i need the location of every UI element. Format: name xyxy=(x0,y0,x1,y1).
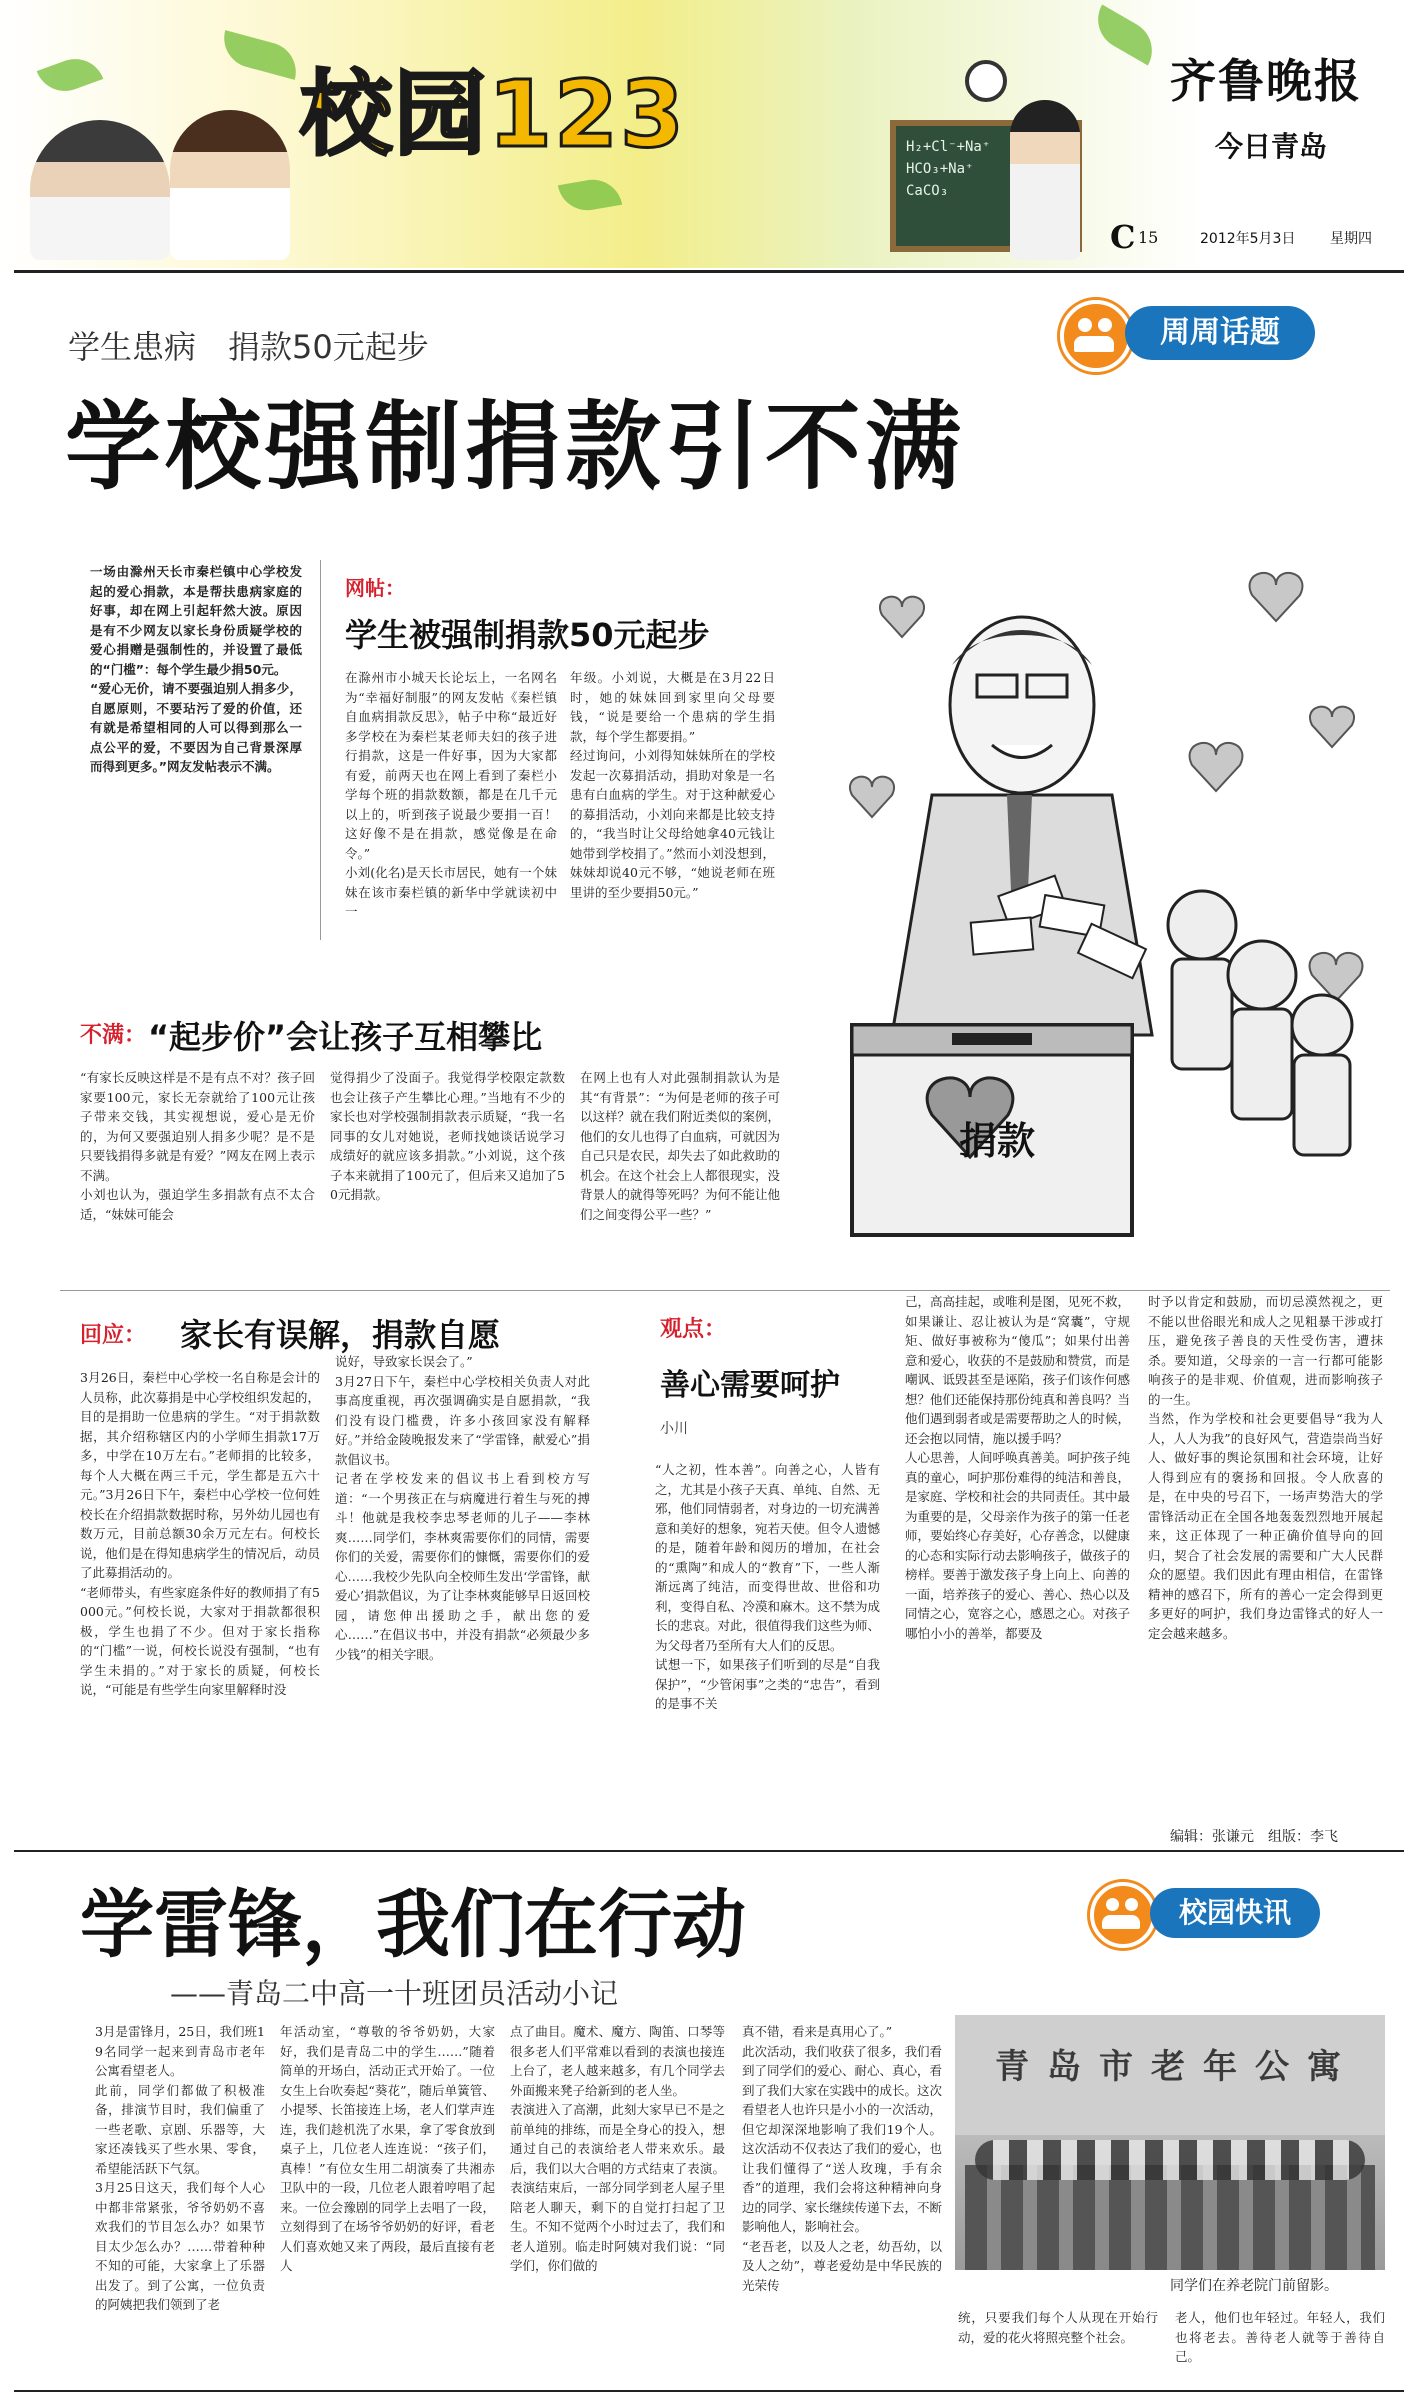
dissat-column-2: 觉得捐少了没面子。我觉得学校限定款数也会让孩子产生攀比心理。”当地有不少的家长也对学校强制捐款表示质疑，“我一名同事的女儿对她说，老师找她谈话说学习成绩好的就应该多捐款。”小刘说，这个孩子本来就捐了100元了，但后来又追加了50元捐款。 xyxy=(330,1070,565,1202)
story2-column-3: 点了曲目。魔术、魔方、陶笛、口琴等很多老人们平常难以看到的表演也接连上台了，老人越来越多，有几个同学去外面搬来凳子给新到的老人坐。 表演进入了高潮，此刻大家早已不是之前单纯的排练，而是全身心的投入，想通过自己的表演给老人带来欢乐。最后，我们以大合唱的方式结束了表演。表演结束后，一部分同学到老人屋子里陪老人聊天，剩下的自觉打扫起了卫生。不知不觉两个小时过去了，我们和老人道别。临走时阿姨对我们说：“同学们，你们做的 xyxy=(510,2024,725,2273)
web-post-title: 学生被强制捐款50元起步 xyxy=(345,616,710,654)
news-badge: 校园快讯 xyxy=(1150,1888,1320,1938)
photo-caption: 同学们在养老院门前留影。 xyxy=(1170,2278,1338,2294)
frame-top-rule xyxy=(14,270,1404,273)
reply-title: 家长有误解，捐款自愿 xyxy=(180,1316,501,1354)
heart-icon xyxy=(1250,573,1303,621)
story2-column-1: 3月是雷锋月，25日，我们班19名同学一起来到青岛市老年公寓看望老人。 此前，同学们都做了积极准备，排演节目时，我们偏重了一些老歌、京剧、乐器等，大家还凑钱买了些水果、零食，希望能活跃下气氛。 3月25日这天，我们每个人心中都非常紧张，爷爷奶奶不喜欢我们的节目怎么办？如果节目太少怎么办？……带着种种不知的可能，大家拿上了乐器出发了。到了公寓，一位负责的阿姨把我们领到了老 xyxy=(95,2024,265,2312)
web-post-label: 网帖： xyxy=(345,576,405,600)
paper-name: 齐鲁晚报 xyxy=(1170,54,1362,108)
view-column-3: 时予以肯定和鼓励，而切忌漠然视之，更不能以世俗眼光和成人之见粗暴干涉或打压，避免孩子善良的天性受伤害，遭抹杀。要知道，父母亲的一言一行都可能影响孩子的是非观、价值观，进而影响孩子的一生。 当然，作为学校和社会更要倡导“我为人人，人人为我”的良好风气，营造崇尚当好人、做好事的舆论氛围和社会环境，让好人得到应有的褒扬和回报。令人欣喜的是，在中央的号召下，一场声势浩大的学雷锋活动正在全国各地轰轰烈烈地开展起来，这正体现了一种正确价值导向的回归，契合了社会发展的需要和广大人民群众的愿望。我们因此有理由相信，在雷锋精神的感召下，所有的善心一定会得到更多更好的呵护，我们身边雷锋式的好人一定会越来越多。 xyxy=(1148,1294,1383,1641)
topic-badge: 周周话题 xyxy=(1125,306,1315,360)
student-photographer-figure xyxy=(30,120,170,260)
heart-icon xyxy=(880,597,924,637)
donation-cartoon-illustration xyxy=(812,555,1384,1270)
story2-column-2: 年活动室，“尊敬的爷爷奶奶，大家好，我们是青岛二中的学生……”随着简单的开场白，活动正式开始了。一位女生上台吹奏起“葵花”，随后单簧管、小提琴、长笛接连上场，老人们掌声连连，我们趁机洗了水果，拿了零食放到桌子上，几位老人连连说：“孩子们，真棒！”有位女生用二胡演奏了共湘赤卫队中的一段，几位老人跟着哼唱了起来。一位会豫剧的同学上去唱了一段，立刻得到了在场爷爷奶奶的好评，看老人们喜欢她又来了两段，最后直接有老人 xyxy=(280,2024,495,2273)
reply-column-1: 3月26日，秦栏中心学校一名自称是会计的人员称，此次募捐是中心学校组织发起的，目的是捐助一位患病的学生。“对于捐款数据，其介绍称辖区内的小学师生捐款17万多，中学在10万左右。”老师捐的比较多，每个人大概在两三千元，学生都是五六十元。”3月26日下午，秦栏中心学校一位何姓校长在介绍捐款数据时称，另外幼儿园也有数万元，目前总额30余万元左右。何校长说，他们是在得知患病学生的情况后，动员了此募捐活动的。 “老师带头，有些家庭条件好的教师捐了有5000元。”何校长说，大家对于捐款都很积极，学生也捐了不少。但对于家长指称的“门槛”一说，何校长说没有强制，“也有学生未捐的。”对于家长的质疑，何校长说，“可能是有些学生向家里解释时没 xyxy=(80,1370,320,1697)
chalkboard-illustration: H₂+Cl⁻+Na⁺ HCO₃+Na⁺ CaCO₃ xyxy=(890,120,1082,252)
dissat-column-3: 在网上也有人对此强制捐款认为是其“有背景”：“为何是老师的孩子可以这样？就在我们附近类似的案例，他们的女儿也得了白血病，可就因为自己只是农民，却失去了如此救助的机会。在这个社会上人都很现实，没背景人的就得等死吗？为何不能让他们之间变得公平一些？” xyxy=(580,1070,780,1222)
clock-icon xyxy=(965,60,1007,102)
page-letter: C xyxy=(1110,218,1136,256)
web-post-column-1: 在滁州市小城天长论坛上，一名网名为“幸福好制服”的网友发帖《秦栏镇自血病捐款反思》，帖子中称“最近好多学校在为秦栏某老师夫妇的孩子进行捐款，这是一件好事，因为大家都有爱，前两天也在网上看到了秦栏小学每个班的捐款数额，都是在几千元以上的，听到孩子说最少要捐一百！这好像不是在捐款，感觉像是在命令。” 小刘(化名)是天长市居民，她有一个妹妹在该市秦栏镇的新华中学就读初中一 xyxy=(345,670,557,919)
view-label: 观点： xyxy=(660,1317,727,1342)
view-column-2: 己，高高挂起，或唯利是图，见死不救，如果谦让、忍让被认为是“窝囊”，守规矩、做好事被称为“傻瓜”；如果付出善意和爱心，收获的不是鼓励和赞赏，而是嘲讽、诋毁甚至是诬陷，孩子们该作何感想？他们还能保持那份纯真和善良吗？当他们遇到弱者或是需要帮助之人的时候，还会抱以同情，施以援手吗？ 人心思善，人间呼唤真善美。呵护孩子纯真的童心，呵护那份难得的纯洁和善良，是家庭、学校和社会的共同责任。其中最为重要的是，父母亲作为孩子的第一任老师，要始终心存美好，心存善念，以健康的心态和实际行动去影响孩子，做孩子的榜样。要善于激发孩子身上向上、向善的一面，培养孩子的爱心、善心、热心以及同情之心，宽容之心，感恩之心。对孩子哪怕小小的善举，都要及 xyxy=(905,1294,1130,1641)
view-author: 小川 xyxy=(660,1421,688,1437)
story1-intro: 一场由滁州天长市秦栏镇中心学校发起的爱心捐款，本是帮扶患病家庭的好事，却在网上引起轩然大波。原因是有不少网友以家长身份质疑学校的爱心捐赠是强制性的，并设置了最低的“门槛”：每个学生最少捐50元。 “爱心无价，请不要强迫别人捐多少，自愿原则，不要玷污了爱的价值，还有就是希望相同的人可以得到那么一点公平的爱，不要因为自己背景深厚而得到更多。”网友发帖表示不满。 xyxy=(90,564,302,774)
column-divider xyxy=(320,560,321,940)
heart-icon xyxy=(850,777,894,817)
heart-icon xyxy=(1190,743,1243,791)
issue-date: 2012年5月3日 xyxy=(1200,231,1296,247)
student-girl-figure xyxy=(170,110,290,260)
story2-subheadline: ——青岛二中高一十班团员活动小记 xyxy=(170,1977,619,2010)
story2-column-5: 统，只要我们每个人从现在开始行动，爱的花火将照亮整个社会。 xyxy=(958,2310,1158,2345)
section-divider xyxy=(60,1290,1390,1291)
dissat-label: 不满： xyxy=(80,1023,147,1048)
dissat-title: “起步价”会让孩子互相攀比 xyxy=(148,1018,543,1056)
heart-icon xyxy=(1310,953,1363,1001)
section-title: 校园123 xyxy=(300,61,687,168)
frame-bottom-rule xyxy=(14,2390,1404,2392)
photo-building-sign: 青岛市老年公寓 xyxy=(995,2047,1359,2087)
story1-headline: 学校强制捐款引不满 xyxy=(65,391,965,503)
editor-credit: 编辑：张谦元 组版：李飞 xyxy=(1170,1829,1338,1845)
story2-headline: 学雷锋，我们在行动 xyxy=(80,1882,746,1968)
dissat-column-1: “有家长反映这样是不是有点不对？孩子回家要100元，家长无奈就给了100元让孩子带来交钱，其实视想说，爱心是无价的，为何又要强迫别人捐多少呢？是不是只要钱捐得多就是有爱？”网友在网上表示不满。 小刘也认为，强迫学生多捐款有点不太合适，“妹妹可能会 xyxy=(80,1070,315,1222)
view-title: 善心需要呵护 xyxy=(660,1368,840,1403)
issue-weekday: 星期四 xyxy=(1330,231,1372,247)
story2-column-4: 真不错，看来是真用心了。” 此次活动，我们收获了很多，我们看到了同学们的爱心、耐心、真心，看到了我们大家在实践中的成长。这次看望老人也许只是小小的一次活动，但它却深深地影响了我们19个人。这次活动不仅表达了我们的爱心，也让我们懂得了“送人玫瑰，手有余香”的道理，我们会将这种精神向身边的同学、家长继续传递下去，不断影响他人，影响社会。 “老吾老，以及人之老，幼吾幼，以及人之幼”，尊老爱幼是中华民族的光荣传 xyxy=(742,2024,942,2293)
people-icon xyxy=(1060,300,1132,372)
story1-kicker: 学生患病 捐款50元起步 xyxy=(68,328,429,366)
view-column-1: “人之初，性本善”。向善之心，人皆有之，尤其是小孩子天真、单纯、自然、无邪，他们同情弱者，对身边的一切充满善意和美好的想象，宛若天使。但令人遗憾的是，随着年龄和阅历的增加，在社会的“熏陶”和成人的“教育”下，一些人渐渐远离了纯洁，而变得世故、世俗和功利，变得自私、冷漠和麻木。这不禁为成长的悲哀。对此，很值得我们这些为师、为父母者乃至所有大人们的反思。 试想一下，如果孩子们听到的尽是“自我保护”，“少管闲事”之类的“忠告”，看到的是事不关 xyxy=(655,1462,880,1711)
heart-icon xyxy=(1310,707,1354,747)
web-post-column-2: 年级。小刘说，大概是在3月22日时，她的妹妹回到家里向父母要钱，“说是要给一个患病的学生捐款，每个学生都要捐。” 经过询问，小刘得知妹妹所在的学校发起一次募捐活动，捐助对象是一名患有白血病的学生。对于这种献爱心的募捐活动，小刘向来都是比较支持的，“我当时让父母给她拿40元钱让她带到学校捐了。”然而小刘没想到，妹妹却说40元不够，“她说老师在班里讲的至少要捐50元。” xyxy=(570,670,775,900)
teacher-figure xyxy=(1010,100,1080,260)
donation-box-label: 捐款 xyxy=(959,1119,1036,1163)
story2-column-6: 老人，他们也年轻过。年轻人，我们也将老去。善待老人就等于善待自己。 xyxy=(1175,2310,1385,2364)
page-number: 15 xyxy=(1138,228,1159,247)
reply-label: 回应： xyxy=(80,1323,147,1348)
story-separator xyxy=(14,1850,1404,1852)
edition-name: 今日青岛 xyxy=(1215,130,1328,163)
reply-column-2: 说好，导致家长误会了。” 3月27日下午，秦栏中心学校相关负责人对此事高度重视，再次强调确实是自愿捐款，“我们没有设门槛费，许多小孩回家没有解释好。”并给金陵晚报发来了“学雷锋，献爱心”捐款倡议书。 记者在学校发来的倡议书上看到校方写道：“一个男孩正在与病魔进行着生与死的搏斗！他就是我校李忠琴老师的儿子——李林爽……同学们，李林爽需要你们的同情，需要你们的关爱，需要你们的慷慨，需要你们的爱心……我校少先队向全校师生发出‘学雷锋，献爱心’捐款倡议，为了让李林爽能够早日返回校园，请您伸出援助之手，献出您的爱心……”在倡议书中，并没有捐款“必须最少多少钱”的相关字眼。 xyxy=(335,1354,590,1662)
people-icon xyxy=(1090,1882,1156,1948)
group-photo xyxy=(955,2015,1385,2270)
